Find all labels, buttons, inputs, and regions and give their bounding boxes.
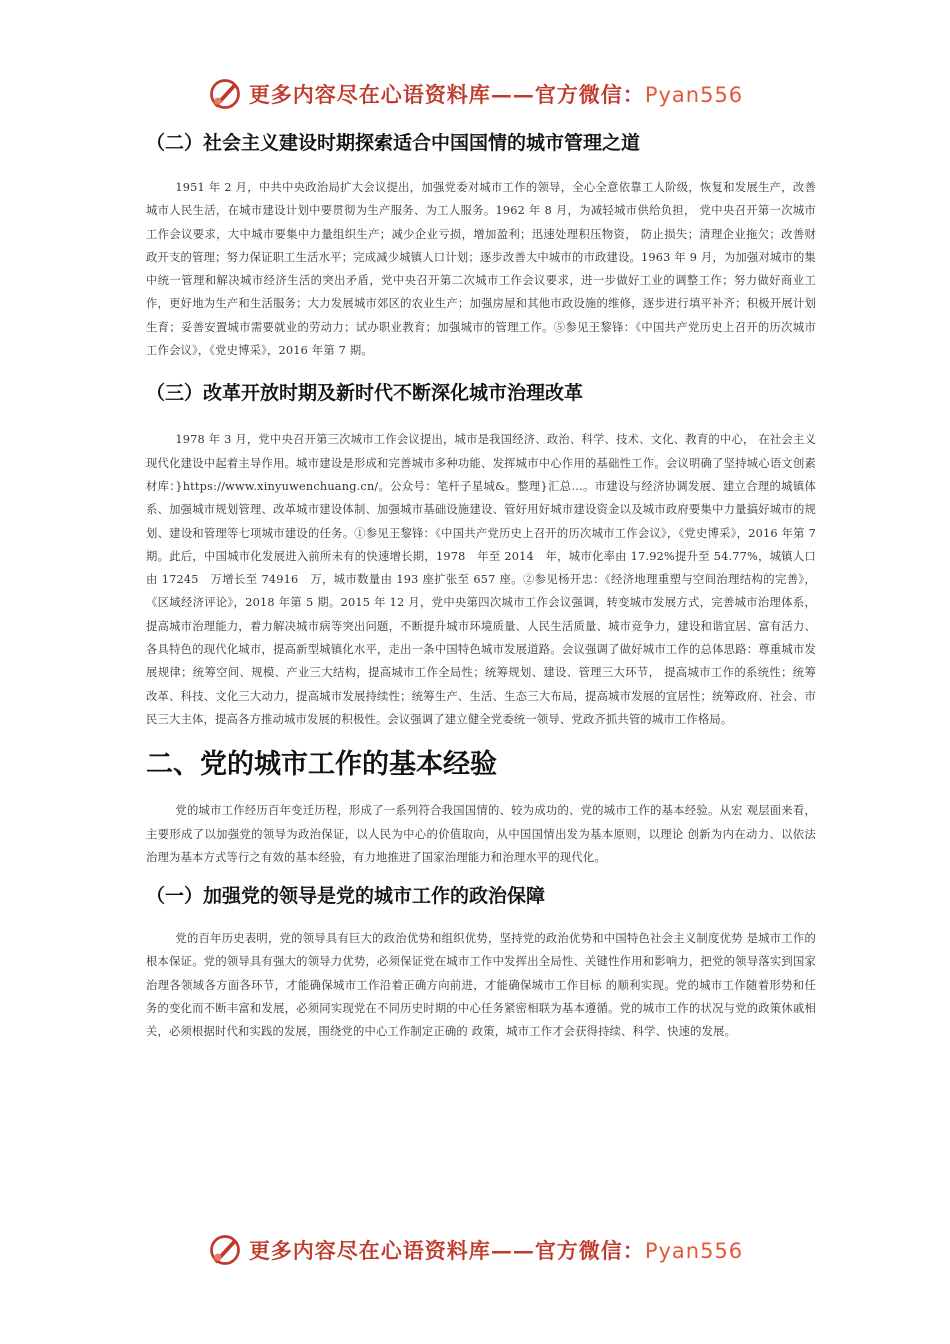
wechat-id: Pyan556: [644, 83, 744, 107]
header-banner: [0, 72, 950, 116]
document-body: [146, 128, 816, 1044]
paragraph-socialist-period: 1951 年 2 月，中共中央政治局扩大会议提出，加强党委对城市工作的领导，全心全意依靠工人阶级，恢复和发展生产，改善城市人民生活，在城市建设计划中要贯彻为生产服务、为工人服务。1962 年 8 月，为减轻城市供给负担， 党中央召开第一次城市工作会议要求，大中城市要集中力量组织生产；减少企业亏损，增加盈利；迅速处理积压物资， 防止损失；清理企业拖欠；改善财政开支的管理；努力保证职工生活水平；完成减少城镇人口计划；逐步改善大中城市的市政建设。1963 年 9 月，为加强对城市的集中统一管理和解决城市经济生活的突出矛盾，党中央召开第二次城市工作会议要求，进一步做好工业的调整工作；努力做好商业工作，更好地为生产和生活服务；大力发展城市郊区的农业生产；加强房屋和其他市政设施的维修，逐步进行填平补齐；积极开展计划生育；妥善安置城市需要就业的劳动力；试办职业教育；加强城市的管理工作。⑤参见王黎锋：《中国共产党历史上召开的历次城市工作会议》，《党史博采》，2016 年第 7 期。: [146, 181, 816, 358]
banner-text: 更多内容尽在心语资料库——官方微信：Pyan556: [248, 1238, 744, 1263]
paragraph-reform-period: 1978 年 3 月，党中央召开第三次城市工作会议提出，城市是我国经济、政治、科学、技术、文化、教育的中心， 在社会主义现代化建设中起着主导作用。城市建设是形成和完善城市多种功能、发挥城市中心作用的基础性工作。会议明确了坚持城心语文创素材库：}https://www.xinyuwenchuang.cn/。公众号：笔杆子星城&。整理}汇总…。市建设与经济协调发展、建立合理的城镇体系、加强城市规划管理、改革城市建设体制、加强城市基础设施建设、管好用好城市建设资金以及城市政府要集中力量搞好城市的规划、建设和管理等七项城市建设的任务。①参见王黎锋：《中国共产党历史上召开的历次城市工作会议》，《党史博采》，2016 年第 7 期。此后，中国城市化发展进入前所未有的快速增长期，1978 年至 2014 年，城市化率由 17.92%提升至 54.77%，城镇人口由 17245 万增长至 74916 万，城市数量由 193 座扩张至 657 座。②参见杨开忠：《经济地理重塑与空间治理结构的完善》，《区域经济评论》，2018 年第 5 期。2015 年 12 月，党中央第四次城市工作会议强调，转变城市发展方式，完善城市治理体系，提高城市治理能力，着力解决城市病等突出问题，不断提升城市环境质量、人民生活质量、城市竞争力，建设和谐宜居、富有活力、各具特色的现代化城市，提高新型城镇化水平，走出一条中国特色城市发展道路。会议强调了做好城市工作的总体思路：尊重城市发展规律；统筹空间、规模、产业三大结构，提高城市工作全局性；统筹规划、建设、管理三大环节， 提高城市工作的系统性；统筹改革、科技、文化三大动力，提高城市发展持续性；统筹生产、生活、生态三大布局，提高城市发展的宜居性；统筹政府、社会、市民三大主体，提高各方推动城市发展的积极性。会议强调了建立健全党委统一领导、党政齐抓共管的城市工作格局。: [146, 433, 816, 726]
paragraph-experience: 党的城市工作经历百年变迁历程，形成了一系列符合我国国情的、较为成功的、党的城市工作的基本经验。从宏 观层面来看，主要形成了以加强党的领导为政治保证，以人民为中心的价值取向，从中国国情出发为基本原则，以理论 创新为内在动力、以依法治理为基本方式等行之有效的基本经验，有力地推进了国家治理能力和治理水平的现代化。: [146, 804, 816, 864]
heading-socialist-period: （二）社会主义建设时期探索适合中国国情的城市管理之道: [146, 132, 641, 154]
wechat-id: Pyan556: [644, 1239, 744, 1263]
paragraph-party-leadership: 党的百年历史表明，党的领导具有巨大的政治优势和组织优势，坚持党的政治优势和中国特色社会主义制度优势 是城市工作的根本保证。党的领导具有强大的领导力优势，必须保证党在城市工作中发挥出全局性、关键性作用和影响力，把党的领导落实到国家治理各领域各方面各环节，才能确保城市工作沿着正确方向前进，才能确保城市工作目标 的顺利实现。党的城市工作随着形势和任务的变化而不断丰富和发展，必须同实现党在不同历史时期的中心任务紧密相联为基本遵循。党的城市工作的状况与党的政策休戚相关，必须根据时代和实践的发展，围绕党的中心工作制定正确的 政策，城市工作才会获得持续、科学、快速的发展。: [146, 932, 816, 1039]
banner-text: 更多内容尽在心语资料库——官方微信：Pyan556: [248, 82, 744, 107]
section-title-experience: 二、党的城市工作的基本经验: [146, 749, 497, 781]
heading-party-leadership: （一）加强党的领导是党的城市工作的政治保障: [146, 885, 546, 908]
heading-reform-period: （三）改革开放时期及新时代不断深化城市治理改革: [146, 382, 584, 405]
pen-logo-icon: [207, 76, 243, 112]
footer-banner: [0, 1228, 950, 1272]
pen-logo-icon: [207, 1232, 243, 1268]
